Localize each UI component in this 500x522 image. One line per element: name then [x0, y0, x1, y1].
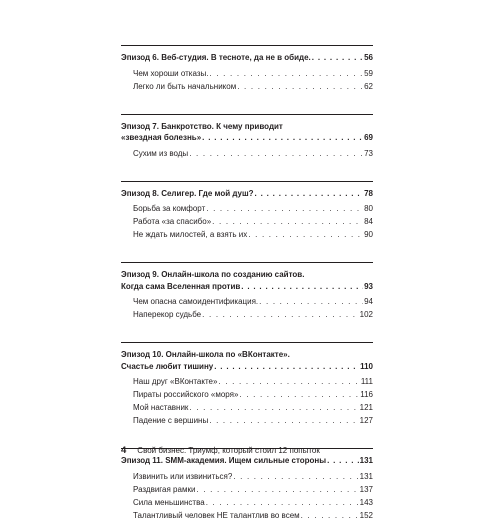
entry-page: 102	[359, 310, 373, 319]
episode-block	[121, 445, 373, 522]
subsection-list	[121, 148, 373, 160]
dot-leader	[202, 132, 363, 144]
toc-subentry	[121, 309, 373, 321]
dot-leader	[209, 415, 358, 427]
episode-title-row	[121, 132, 373, 144]
entry-page: 84	[364, 217, 373, 226]
dot-leader	[212, 216, 363, 228]
episode-title-row	[121, 361, 373, 373]
episode-block	[121, 342, 373, 427]
dot-leader	[206, 497, 359, 509]
episode-title-row	[121, 188, 373, 200]
entry-label: Сухим из воды	[133, 148, 189, 158]
entry-page: 110	[360, 361, 373, 371]
dot-leader	[248, 229, 363, 241]
dot-leader	[209, 68, 363, 80]
episode-heading	[121, 114, 373, 144]
episode-heading	[121, 342, 373, 372]
toc-subentry	[121, 415, 373, 427]
entry-label: Талантливый человек НЕ талантлив во всем	[133, 510, 300, 520]
episode-block	[121, 45, 373, 93]
toc-subentry	[121, 148, 373, 160]
dot-leader	[327, 455, 359, 467]
episode-heading	[121, 45, 373, 64]
entry-label: Падение с вершины	[133, 416, 209, 425]
dot-leader	[189, 402, 358, 414]
toc-subentry	[121, 229, 373, 241]
entry-page: 127	[359, 416, 373, 425]
running-title: Свой бизнес. Триумф, который стоил 12 попыток	[137, 446, 320, 455]
subsection-list	[121, 68, 373, 93]
entry-label: Борьба за комфорт	[133, 204, 206, 213]
dot-leader	[239, 389, 359, 401]
dot-leader	[206, 203, 363, 215]
episode-heading	[121, 262, 373, 292]
toc-subentry	[121, 296, 373, 308]
entry-page: 73	[364, 148, 373, 158]
toc-subentry	[121, 68, 373, 80]
toc-subentry	[121, 216, 373, 228]
episode-block	[121, 114, 373, 160]
dot-leader	[233, 471, 358, 483]
dot-leader	[196, 484, 358, 496]
entry-page: 121	[359, 403, 373, 412]
dot-leader	[255, 188, 364, 200]
entry-label: Наперекор судьбе	[133, 310, 202, 319]
entry-page: 59	[364, 68, 373, 78]
dot-leader	[241, 281, 363, 293]
entry-page: 90	[364, 230, 373, 239]
entry-page: 78	[364, 188, 373, 198]
entry-page: 69	[364, 133, 373, 142]
entry-label: Когда сама Вселенная против	[121, 281, 241, 291]
entry-label: Легко ли быть начальником	[133, 81, 237, 91]
episode-title-line: Эпизод 7. Банкротство. К чему приводит	[121, 121, 283, 131]
episode-block	[121, 181, 373, 242]
episode-title-line: Эпизод 9. Онлайн-школа по созданию сайтов.	[121, 270, 305, 279]
entry-label: Мой наставник	[133, 403, 189, 412]
subsection-list	[121, 376, 373, 427]
entry-label: Чем хороши отказы.	[133, 68, 209, 78]
entry-label: Работа «за спасибо»	[133, 217, 212, 226]
toc-subentry	[121, 203, 373, 215]
episode-block	[121, 262, 373, 321]
entry-page: 80	[364, 204, 373, 213]
entry-page: 111	[360, 377, 373, 386]
toc-subentry	[121, 471, 373, 483]
page-number: 4	[121, 445, 127, 456]
episode-title-line: Эпизод 10. Онлайн-школа по «ВКонтакте».	[121, 350, 290, 359]
entry-page: 62	[364, 81, 373, 91]
entry-page: 137	[359, 484, 373, 494]
entry-label: Эпизод 11. SMM-академия. Ищем сильные стороны	[121, 456, 327, 465]
episode-title-row	[121, 455, 373, 467]
entry-page: 93	[364, 281, 373, 291]
entry-label: Пираты российского «моря»	[133, 390, 239, 399]
dot-leader	[189, 148, 363, 160]
entry-label: Извинить или извиниться?	[133, 471, 233, 481]
dot-leader	[237, 81, 363, 93]
dot-leader	[259, 296, 363, 308]
entry-page: 56	[364, 53, 373, 62]
dot-leader	[218, 376, 359, 388]
subsection-list	[121, 471, 373, 522]
episode-heading	[121, 181, 373, 200]
toc-subentry	[121, 376, 373, 388]
entry-page: 143	[359, 497, 373, 507]
dot-leader	[301, 510, 359, 522]
entry-label: Сила меньшинства	[133, 497, 205, 507]
entry-label: Раздвигая рамки	[133, 484, 196, 494]
entry-page: 131	[359, 471, 373, 481]
toc-subentry	[121, 81, 373, 93]
toc-subentry	[121, 484, 373, 496]
subsection-list	[121, 296, 373, 321]
entry-label: Наш друг «ВКонтакте»	[133, 377, 218, 386]
episode-title-row	[121, 52, 373, 64]
entry-label: Эпизод 6. Веб-студия. В тесноте, да не в обиде.	[121, 53, 311, 62]
entry-label: «звездная болезнь»	[121, 133, 202, 142]
episode-title-row	[121, 281, 373, 293]
page-footer	[121, 446, 320, 456]
toc-subentry	[121, 389, 373, 401]
entry-label: Не ждать милостей, а взять их	[133, 230, 248, 239]
entry-label: Эпизод 8. Селигер. Где мой душ?	[121, 188, 254, 198]
dot-leader	[214, 361, 359, 373]
subsection-list	[121, 203, 373, 241]
entry-page: 131	[359, 456, 373, 465]
toc-subentry	[121, 497, 373, 509]
entry-label: Чем опасна самоидентификация.	[133, 297, 259, 306]
entry-page: 94	[364, 297, 373, 306]
toc-subentry	[121, 402, 373, 414]
entry-label: Счастье любит тишину	[121, 361, 214, 371]
entry-page: 152	[359, 510, 373, 520]
dot-leader	[312, 52, 363, 64]
dot-leader	[202, 309, 359, 321]
toc-subentry	[121, 510, 373, 522]
entry-page: 116	[360, 390, 373, 399]
